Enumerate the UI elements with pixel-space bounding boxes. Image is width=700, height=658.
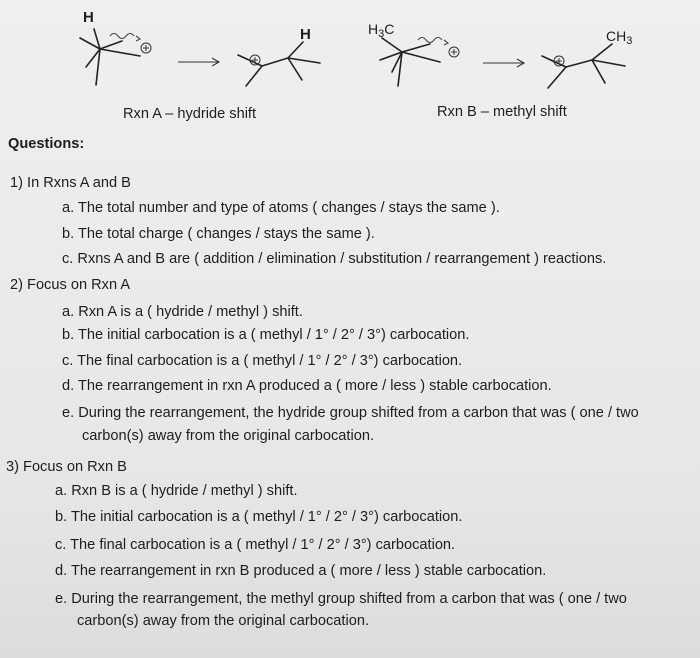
question-3a: a. Rxn B is a ( hydride / methyl ) shift. xyxy=(55,483,298,499)
rxn-a-caption: Rxn A – hydride shift xyxy=(123,106,257,122)
question-3c: c. The final carbocation is a ( methyl / 1° / 2° / 3°) carbocation. xyxy=(55,537,456,553)
h3c-subscript: 3 xyxy=(378,28,385,40)
ch3-subscript: 3 xyxy=(626,35,633,47)
question-3e-line2: carbon(s) away from the original carbocation. xyxy=(77,613,370,629)
h3c-h: H xyxy=(368,21,379,37)
question-3b: b. The initial carbocation is a ( methyl / 1° / 2° / 3°) carbocation. xyxy=(55,509,463,525)
question-3e-line1: e. During the rearrangement, the methyl group shifted from a carbon that was ( one / two xyxy=(55,591,627,607)
question-2e-line2: carbon(s) away from the original carbocation. xyxy=(82,428,375,444)
questions-heading: Questions: xyxy=(8,136,85,152)
question-1c: c. Rxns A and B are ( addition / elimination / substitution / rearrangement ) reactions. xyxy=(62,251,607,267)
question-1b: b. The total charge ( changes / stays the same ). xyxy=(62,226,375,242)
ch3-ch: CH xyxy=(606,28,627,44)
rxn-a-product-hydrogen-label: H xyxy=(300,26,311,43)
rxn-b-product-structure xyxy=(0,0,700,110)
question-2c: c. The final carbocation is a ( methyl / 1° / 2° / 3°) carbocation. xyxy=(62,353,463,369)
rxn-b-methyl-label xyxy=(368,21,395,40)
question-3d: d. The rearrangement in rxn B produced a ( more / less ) stable carbocation. xyxy=(55,563,547,579)
rxn-b-caption: Rxn B – methyl shift xyxy=(437,104,567,120)
question-2a: a. Rxn A is a ( hydride / methyl ) shift. xyxy=(62,304,303,320)
question-2e-line1: e. During the rearrangement, the hydride group shifted from a carbon that was ( one / two xyxy=(62,405,639,421)
question-2d: d. The rearrangement in rxn A produced a ( more / less ) stable carbocation. xyxy=(62,378,552,394)
question-2-header: 2) Focus on Rxn A xyxy=(10,277,131,293)
question-3-header: 3) Focus on Rxn B xyxy=(6,459,127,475)
question-1-header: 1) In Rxns A and B xyxy=(10,175,131,191)
question-2b: b. The initial carbocation is a ( methyl / 1° / 2° / 3°) carbocation. xyxy=(62,327,470,343)
h3c-c: C xyxy=(384,21,395,37)
rxn-a-hydrogen-label: H xyxy=(83,9,94,26)
question-1a: a. The total number and type of atoms ( changes / stays the same ). xyxy=(62,200,500,216)
rxn-b-product-methyl-label xyxy=(606,28,633,47)
